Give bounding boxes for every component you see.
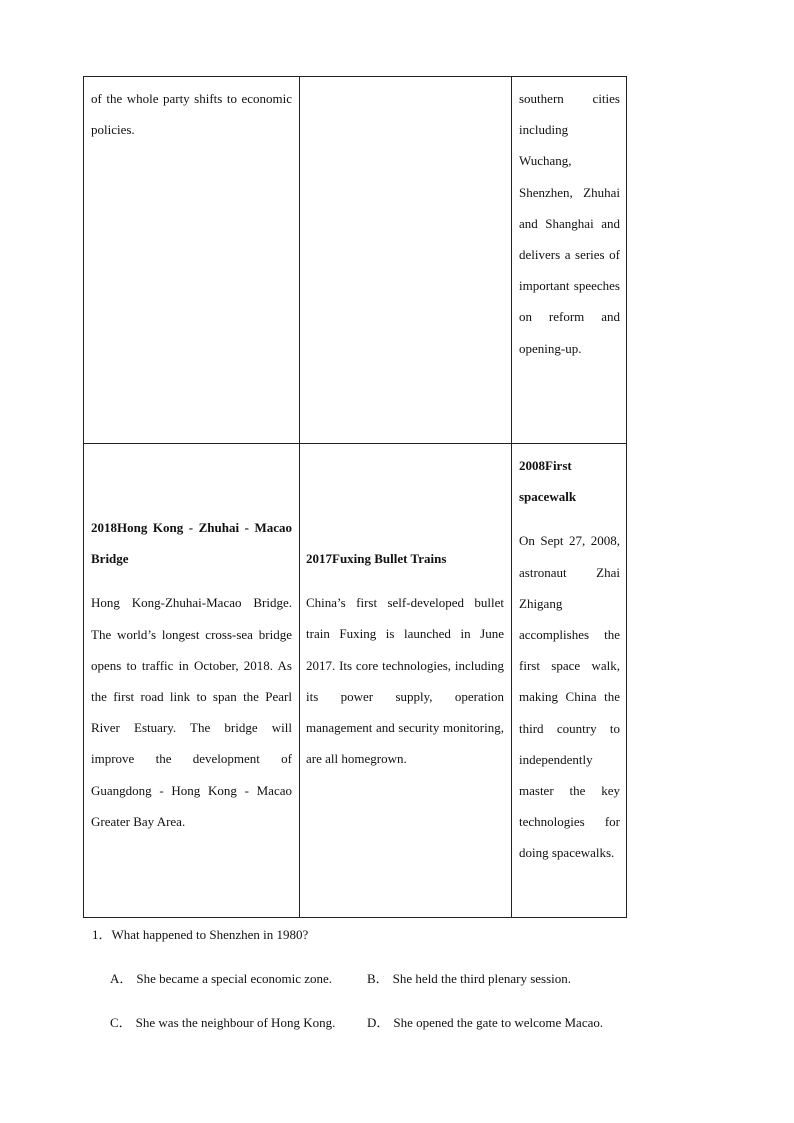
option-d[interactable] bbox=[367, 1011, 603, 1035]
option-text: She became a special economic zone. bbox=[136, 971, 333, 986]
question-text: What happened to Shenzhen in 1980? bbox=[111, 927, 309, 942]
event-description: Hong Kong-Zhuhai-Macao Bridge. The world’s longest cross-sea bridge opens to traffic in October, 2018. As the first road link to span the Pearl River Estuary. The bridge will improve the development of Guangdong - Hong Kong - Macao Greater Bay Area. bbox=[91, 595, 292, 829]
table-cell-r2c2 bbox=[306, 543, 504, 774]
option-text: She was the neighbour of Hong Kong. bbox=[135, 1015, 336, 1030]
table-cell-r1c3 bbox=[519, 83, 620, 364]
table-cell-r2c3 bbox=[519, 450, 620, 869]
event-title: 2008First spacewalk bbox=[519, 458, 577, 505]
cell-text: of the whole party shifts to economic policies. bbox=[91, 91, 292, 138]
option-label: B． bbox=[367, 971, 389, 986]
row-divider bbox=[84, 443, 626, 444]
event-description: China’s first self-developed bullet train Fuxing is launched in June 2017. Its core technologies, including its power supply, operation management and security monitoring, are all homegrown. bbox=[306, 595, 504, 767]
column-divider bbox=[511, 77, 512, 917]
option-b[interactable] bbox=[367, 967, 571, 991]
question-number: 1． bbox=[92, 927, 112, 942]
column-divider bbox=[299, 77, 300, 917]
timeline-table bbox=[83, 76, 627, 918]
option-text: She opened the gate to welcome Macao. bbox=[393, 1015, 604, 1030]
event-title: 2018Hong Kong - Zhuhai - Macao Bridge bbox=[91, 520, 292, 567]
option-label: A． bbox=[110, 971, 133, 986]
cell-text: southern cities including Wuchang, Shenzhen, Zhuhai and Shanghai and delivers a series of important speeches on reform and opening-up. bbox=[519, 91, 620, 356]
table-cell-r2c1 bbox=[91, 512, 292, 837]
table-cell-r1c1 bbox=[91, 83, 292, 145]
event-description: On Sept 27, 2008, astronaut Zhai Zhigang accomplishes the first space walk, making China the third country to independently master the key technologies for doing spacewalks. bbox=[519, 533, 620, 861]
option-text: She held the third plenary session. bbox=[392, 971, 572, 986]
option-c[interactable] bbox=[110, 1011, 335, 1035]
option-label: C． bbox=[110, 1015, 132, 1030]
option-label: D． bbox=[367, 1015, 390, 1030]
option-a[interactable] bbox=[110, 967, 332, 991]
event-title: 2017Fuxing Bullet Trains bbox=[306, 551, 447, 566]
question-stem bbox=[92, 923, 308, 947]
